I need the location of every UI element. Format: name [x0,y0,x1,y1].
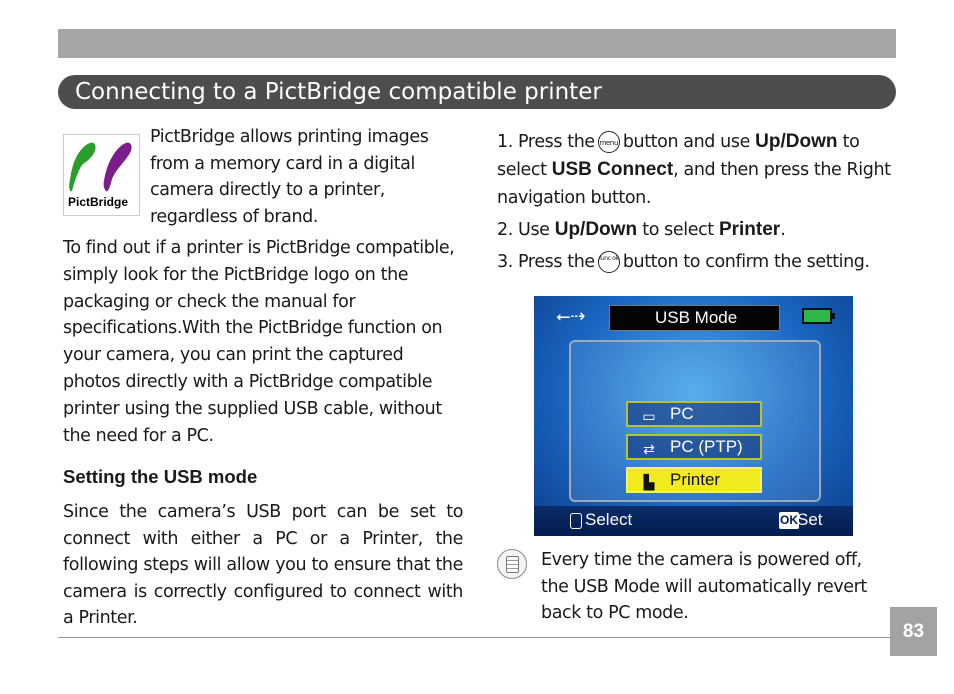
page-number: 83 [890,607,937,656]
pictbridge-logo [63,134,140,216]
screen-bottom-bar [534,506,853,536]
battery-icon [802,308,832,324]
note-text: Every time the camera is powered off, the USB Mode will automatically revert back to PC mode. [541,550,867,623]
steps-list [497,128,897,280]
option-pc-ptp[interactable]: ⇄ PC (PTP) [626,434,762,460]
option-pc[interactable]: ▭ PC [626,401,762,427]
printer-icon: ▙ [643,474,655,490]
logo-wordmark: PictBridge [68,195,129,209]
camera-link-icon: ⇄ [643,441,655,457]
select-hint: Select [585,510,633,529]
updown-icon [570,513,582,529]
step-2: 2. Use Up/Down to select Printer. [497,219,786,240]
compatibility-text: To find out if a printer is PictBridge compatible, simply look for the PictBridge logo on the packaging or check the manual for specifications.With the PictBridge function on your camera, you can print the captured photos directly with a PictBridge compatible printer using the supplied USB cable, without the need for a PC. [63,238,455,446]
screen-title: USB Mode [609,305,780,331]
camera-screen [534,296,853,536]
step-3: 3. Press the func ok button to confirm the setting. [497,252,870,272]
set-hint: Set [797,510,823,529]
step-1: 1. Press the menu button and use Up/Down to select USB Connect, and then press the Right navigation button. [497,131,891,208]
usb-icon: ⭠⇢ [556,306,586,327]
intro-text: PictBridge allows printing images from a memory card in a digital camera directly to a printer, regardless of brand. [150,127,429,227]
func-ok-button-icon: func ok [598,251,620,273]
option-printer[interactable]: ▙ Printer [626,467,762,493]
section-title: Connecting to a PictBridge compatible printer [58,75,896,109]
ok-icon: OK [780,513,798,527]
subheading: Setting the USB mode [63,466,258,487]
laptop-icon: ▭ [642,408,656,424]
footer-line [58,637,890,638]
header-bar [58,29,896,58]
menu-button-icon: menu [598,131,620,153]
pictbridge-logo-icon [64,135,139,195]
note-icon [497,549,527,579]
usb-mode-text: Since the camera’s USB port can be set to connect with either a PC or a Printer, the following steps will allow you to ensure that the camera is correctly configured to connect with a Printer. [63,502,463,628]
